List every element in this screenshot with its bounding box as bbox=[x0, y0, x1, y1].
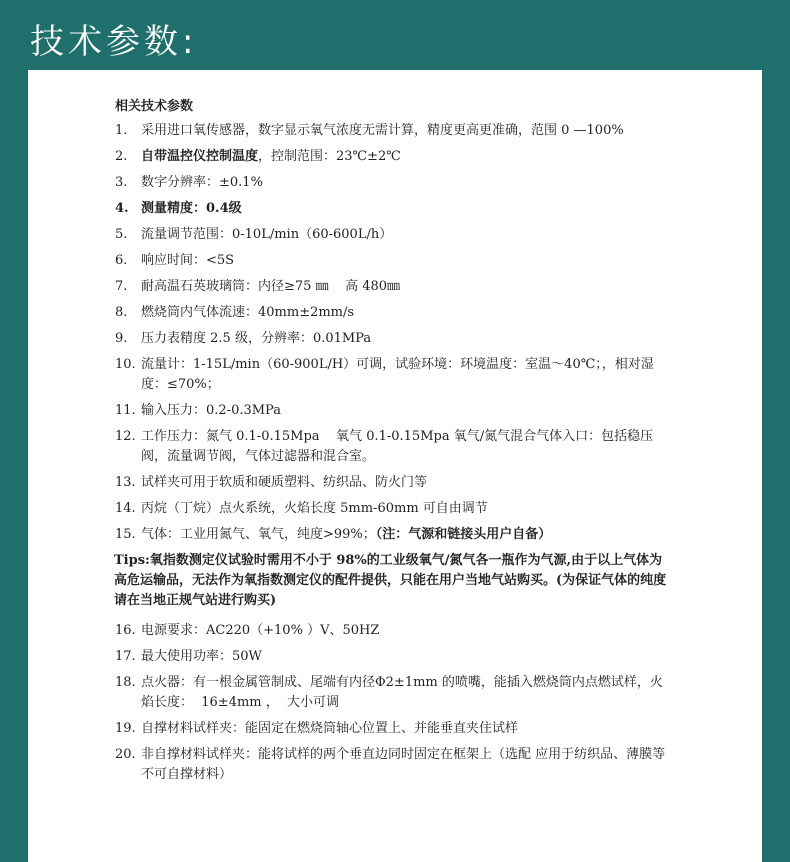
list-item bbox=[115, 647, 675, 667]
section-title: 相关技术参数 bbox=[115, 99, 194, 114]
item-text: 流量调节范围：0-10L/min（60-600L/h） bbox=[141, 227, 393, 242]
item-number: 15. bbox=[115, 527, 136, 542]
item-text: 最大使用功率：50W bbox=[141, 649, 262, 664]
page-heading: 技术参数: bbox=[30, 22, 198, 62]
tips-note: Tips:氧指数测定仪试验时需用不小于 98%的工业级氧气/氮气各一瓶作为气源,由于以上气体为高危运输品，无法作为氧指数测定仪的配件提供，只能在用户当地气站购买。(为保证气体的纯度请在当地正规气站进行购买) bbox=[114, 553, 667, 608]
list-item bbox=[115, 355, 675, 395]
item-text: 电源要求：AC220（+10% ）V、50HZ bbox=[141, 623, 380, 638]
item-bold-text: 自带温控仪控制温度 bbox=[141, 149, 259, 164]
list-item bbox=[115, 473, 675, 493]
list-item bbox=[115, 199, 675, 219]
item-text: 燃烧筒内气体流速：40mm±2mm/s bbox=[141, 305, 355, 320]
item-number: 16. bbox=[115, 623, 136, 638]
item-note: （注：气源和链接头用户自备） bbox=[375, 527, 552, 542]
item-number: 11. bbox=[115, 403, 136, 418]
item-text: 响应时间：<5S bbox=[141, 253, 235, 268]
item-bold-text: 测量精度：0.4级 bbox=[141, 201, 242, 216]
item-number: 13. bbox=[115, 475, 136, 490]
item-number: 6. bbox=[115, 253, 128, 268]
item-text: 试样夹可用于软质和硬质塑料、纺织品、防火门等 bbox=[141, 475, 428, 490]
item-text: 工作压力：氮气 0.1-0.15Mpa 氧气 0.1-0.15Mpa 氧气/氮气混合气体入口：包括稳压阀，流量调节阀，气体过滤器和混合室。 bbox=[141, 429, 654, 464]
item-text: 耐高温石英玻璃筒：内径≥75 ㎜ 高 480㎜ bbox=[141, 279, 401, 294]
item-text: 压力表精度 2.5 级，分辨率：0.01MPa bbox=[141, 331, 372, 346]
item-number: 2. bbox=[115, 149, 128, 164]
list-item bbox=[115, 499, 675, 519]
item-number: 3. bbox=[115, 175, 128, 190]
list-item bbox=[115, 147, 675, 167]
list-item bbox=[115, 525, 675, 545]
list-item bbox=[115, 277, 675, 297]
list-item bbox=[115, 427, 675, 467]
list-item bbox=[115, 745, 675, 785]
item-number: 9. bbox=[115, 331, 128, 346]
item-number: 8. bbox=[115, 305, 128, 320]
list-item bbox=[115, 173, 675, 193]
item-number: 17. bbox=[115, 649, 136, 664]
item-number: 20. bbox=[115, 747, 136, 762]
list-item bbox=[115, 621, 675, 641]
item-text: 自撑材料试样夹：能固定在燃烧筒轴心位置上、并能垂直夹住试样 bbox=[141, 721, 519, 736]
item-text: 输入压力：0.2-0.3MPa bbox=[141, 403, 281, 418]
list-item bbox=[115, 251, 675, 271]
item-number: 5. bbox=[115, 227, 128, 242]
item-number: 4. bbox=[115, 201, 129, 216]
list-item bbox=[115, 225, 675, 245]
item-number: 10. bbox=[115, 357, 136, 372]
item-text: 数字分辨率：±0.1% bbox=[141, 175, 263, 190]
item-number: 19. bbox=[115, 721, 136, 736]
list-item bbox=[115, 401, 675, 421]
item-text: ，控制范围：23℃±2℃ bbox=[258, 149, 401, 164]
item-number: 1. bbox=[115, 123, 128, 138]
list-item bbox=[115, 673, 675, 713]
item-text: 采用进口氧传感器，数字显示氧气浓度无需计算，精度更高更准确，范围 0 —100% bbox=[141, 123, 624, 138]
item-text: 丙烷（丁烷）点火系统，火焰长度 5mm-60mm 可自由调节 bbox=[141, 501, 488, 516]
item-number: 18. bbox=[115, 675, 136, 690]
list-item bbox=[115, 121, 675, 141]
item-text: 非自撑材料试样夹：能将试样的两个垂直边同时固定在框架上（选配 应用于纺织品、薄膜等不可自撑材料） bbox=[141, 747, 666, 782]
item-number: 7. bbox=[115, 279, 128, 294]
item-text: 点火器：有一根金属管制成、尾端有内径Φ2±1mm 的喷嘴，能插入燃烧筒内点燃试样，火焰长度： 16±4mm ， 大小可调 bbox=[141, 675, 663, 710]
list-item bbox=[115, 719, 675, 739]
item-number: 12. bbox=[115, 429, 136, 444]
list-item bbox=[115, 329, 675, 349]
item-number: 14. bbox=[115, 501, 136, 516]
content-panel bbox=[28, 70, 762, 862]
item-text: 气体：工业用氮气、氧气，纯度>99%； bbox=[141, 527, 376, 542]
spec-content bbox=[115, 97, 675, 791]
list-item bbox=[115, 303, 675, 323]
item-text: 流量计：1-15L/min（60-900L/H）可调，试验环境：环境温度：室温～40℃；，相对湿度：≤70%； bbox=[141, 357, 654, 392]
